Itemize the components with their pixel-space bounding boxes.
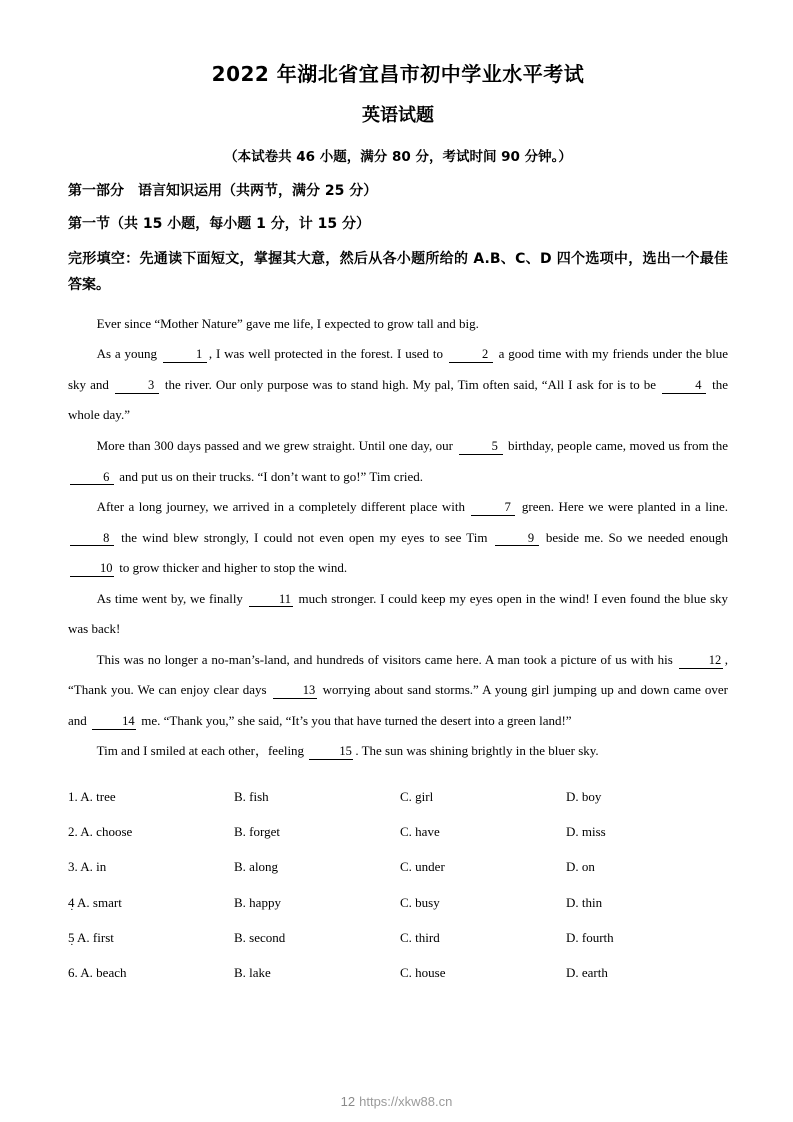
option-c[interactable] xyxy=(400,859,566,875)
passage-text: green. Here we were planted in a line. xyxy=(517,499,728,515)
cloze-blank-4[interactable]: 4 xyxy=(662,379,706,394)
footer-url: https://xkw88.cn xyxy=(359,1094,453,1109)
option-b[interactable] xyxy=(234,859,400,875)
cloze-blank-5[interactable]: 5 xyxy=(459,440,503,455)
passage-paragraph xyxy=(68,431,728,492)
passage-text: This was no longer a no-man’s-land, and hundreds of visitors came here. A man took a picture of us with his xyxy=(96,651,677,667)
option-d[interactable] xyxy=(566,789,732,805)
cloze-blank-2[interactable]: 2 xyxy=(449,348,493,363)
question-number: 1. xyxy=(68,788,78,804)
option-c-label: C. third xyxy=(400,929,440,945)
passage-text: worrying about sand storms.” A young girl jumping up and down came over and xyxy=(68,682,728,728)
page-title: 2022 年湖北省宜昌市初中学业水平考试 xyxy=(211,62,585,86)
option-b[interactable] xyxy=(234,824,400,840)
page-subtitle: 英语试题 xyxy=(362,105,434,126)
cloze-blank-11[interactable]: 11 xyxy=(249,593,293,608)
passage-text: the whole day.” xyxy=(68,376,728,423)
option-a[interactable] xyxy=(68,965,234,981)
page-content xyxy=(68,58,728,1000)
passage-text: . The sun was shining brightly in the bluer sky. xyxy=(355,743,599,759)
option-c-label: C. girl xyxy=(400,788,434,804)
question-row xyxy=(68,930,728,946)
option-a[interactable] xyxy=(68,789,234,805)
passage-text: After a long journey, we arrived in a completely different place with xyxy=(96,499,470,515)
question-row xyxy=(68,895,728,911)
cloze-blank-10[interactable]: 10 xyxy=(70,562,114,577)
option-b-label: B. along xyxy=(234,859,279,875)
option-d[interactable] xyxy=(566,859,732,875)
cloze-blank-7[interactable]: 7 xyxy=(471,501,515,516)
passage-text: me. “Thank you,” she said, “It’s you that have turned the desert into a green land!” xyxy=(138,712,572,728)
option-a-label: A. smart xyxy=(77,894,122,910)
passage-text: the wind blew strongly, I could not even open my eyes to see Tim xyxy=(116,529,493,545)
section-one-heading: 第一节（共 15 小题，每小题 1 分，计 15 分） xyxy=(68,216,370,232)
cloze-instruction: 完形填空：先通读下面短文，掌握其大意，然后从各小题所给的 A.B、C、D 四个选项中，选出一个最佳答案。 xyxy=(68,251,728,293)
option-a-label: A. choose xyxy=(80,824,133,840)
option-c-label: C. busy xyxy=(400,894,440,910)
cloze-blank-6[interactable]: 6 xyxy=(70,471,114,486)
passage-paragraph xyxy=(68,339,728,431)
option-b[interactable] xyxy=(234,930,400,946)
passage-text: Tim and I smiled at each other，feeling xyxy=(96,743,308,759)
option-d[interactable] xyxy=(566,824,732,840)
option-a[interactable] xyxy=(68,859,234,875)
option-b[interactable] xyxy=(234,789,400,805)
option-d[interactable] xyxy=(566,895,732,911)
page-footer xyxy=(0,1094,793,1109)
option-d-label: D. thin xyxy=(566,894,603,910)
passage-text: the river. Our only purpose was to stand high. My pal, Tim often said, “All I ask for is to be xyxy=(160,376,661,392)
option-b[interactable] xyxy=(234,895,400,911)
option-c[interactable] xyxy=(400,965,566,981)
question-row xyxy=(68,965,728,981)
passage-paragraph xyxy=(68,309,728,340)
option-d-label: D. on xyxy=(566,859,595,875)
passage-text: to grow thicker and higher to stop the wind. xyxy=(116,560,348,576)
option-b-label: B. lake xyxy=(234,965,271,981)
cloze-blank-1[interactable]: 1 xyxy=(163,348,207,363)
option-a-label: A. tree xyxy=(80,788,116,804)
passage-text: , I was well protected in the forest. I used to xyxy=(208,346,447,362)
option-d-label: D. boy xyxy=(566,788,602,804)
option-c[interactable] xyxy=(400,824,566,840)
passage-text: and put us on their trucks. “I don’t want to go!” Tim cried. xyxy=(116,468,424,484)
question-number: 2. xyxy=(68,824,78,840)
option-a[interactable] xyxy=(68,824,234,840)
question-row xyxy=(68,859,728,875)
passage-text: As a young xyxy=(96,346,161,362)
option-d-label: D. earth xyxy=(566,965,608,981)
option-c-label: C. house xyxy=(400,965,446,981)
option-c-label: C. have xyxy=(400,824,440,840)
passage-text: As time went by, we finally xyxy=(96,590,247,606)
cloze-blank-9[interactable]: 9 xyxy=(495,532,539,547)
option-c[interactable] xyxy=(400,930,566,946)
option-c[interactable] xyxy=(400,789,566,805)
question-row xyxy=(68,789,728,805)
passage-text: Ever since “Mother Nature” gave me life, I expected to grow tall and big. xyxy=(96,315,479,331)
passage-text: , “Thank you. We can enjoy clear days xyxy=(68,651,728,698)
option-b-label: B. happy xyxy=(234,894,281,910)
cloze-blank-3[interactable]: 3 xyxy=(115,379,159,394)
option-b-label: B. fish xyxy=(234,788,269,804)
cloze-blank-15[interactable]: 15 xyxy=(309,745,353,760)
option-b-label: B. forget xyxy=(234,824,280,840)
passage-paragraph xyxy=(68,492,728,584)
passage-paragraph xyxy=(68,645,728,737)
passage-text: birthday, people came, moved us from the xyxy=(504,437,728,453)
option-a[interactable] xyxy=(68,895,234,911)
cloze-blank-8[interactable]: 8 xyxy=(70,532,114,547)
passage-paragraph xyxy=(68,584,728,645)
option-d-label: D. fourth xyxy=(566,929,614,945)
option-c-label: C. under xyxy=(400,859,445,875)
option-c[interactable] xyxy=(400,895,566,911)
option-d[interactable] xyxy=(566,930,732,946)
question-number: 4 xyxy=(68,894,75,910)
options-list xyxy=(68,789,728,982)
cloze-blank-13[interactable]: 13 xyxy=(273,684,317,699)
option-a[interactable] xyxy=(68,930,234,946)
option-d[interactable] xyxy=(566,965,732,981)
part-one-heading: 第一部分 语言知识运用（共两节，满分 25 分） xyxy=(68,183,378,199)
question-row xyxy=(68,824,728,840)
cloze-blank-12[interactable]: 12 xyxy=(679,654,723,669)
question-number: 6. xyxy=(68,965,78,981)
passage-text: More than 300 days passed and we grew straight. Until one day, our xyxy=(96,437,457,453)
cloze-blank-14[interactable]: 14 xyxy=(92,715,136,730)
passage-paragraph xyxy=(68,736,728,767)
option-a-label: A. in xyxy=(80,859,107,875)
passage-text: beside me. So we needed enough xyxy=(540,529,728,545)
option-a-label: A. beach xyxy=(80,965,127,981)
question-number: 5 xyxy=(68,929,75,945)
exam-note: （本试卷共 46 小题，满分 80 分，考试时间 90 分钟。） xyxy=(224,149,572,165)
passage-text: a good time with my friends under the blue sky and xyxy=(68,346,729,392)
option-b[interactable] xyxy=(234,965,400,981)
question-number: 3. xyxy=(68,859,78,875)
passage-text: much stronger. I could keep my eyes open in the wind! I even found the blue sky was back! xyxy=(68,590,729,637)
option-a-label: A. first xyxy=(77,929,114,945)
option-d-label: D. miss xyxy=(566,824,606,840)
option-b-label: B. second xyxy=(234,929,286,945)
cloze-passage xyxy=(68,309,728,767)
page-number: 12 xyxy=(340,1094,356,1109)
